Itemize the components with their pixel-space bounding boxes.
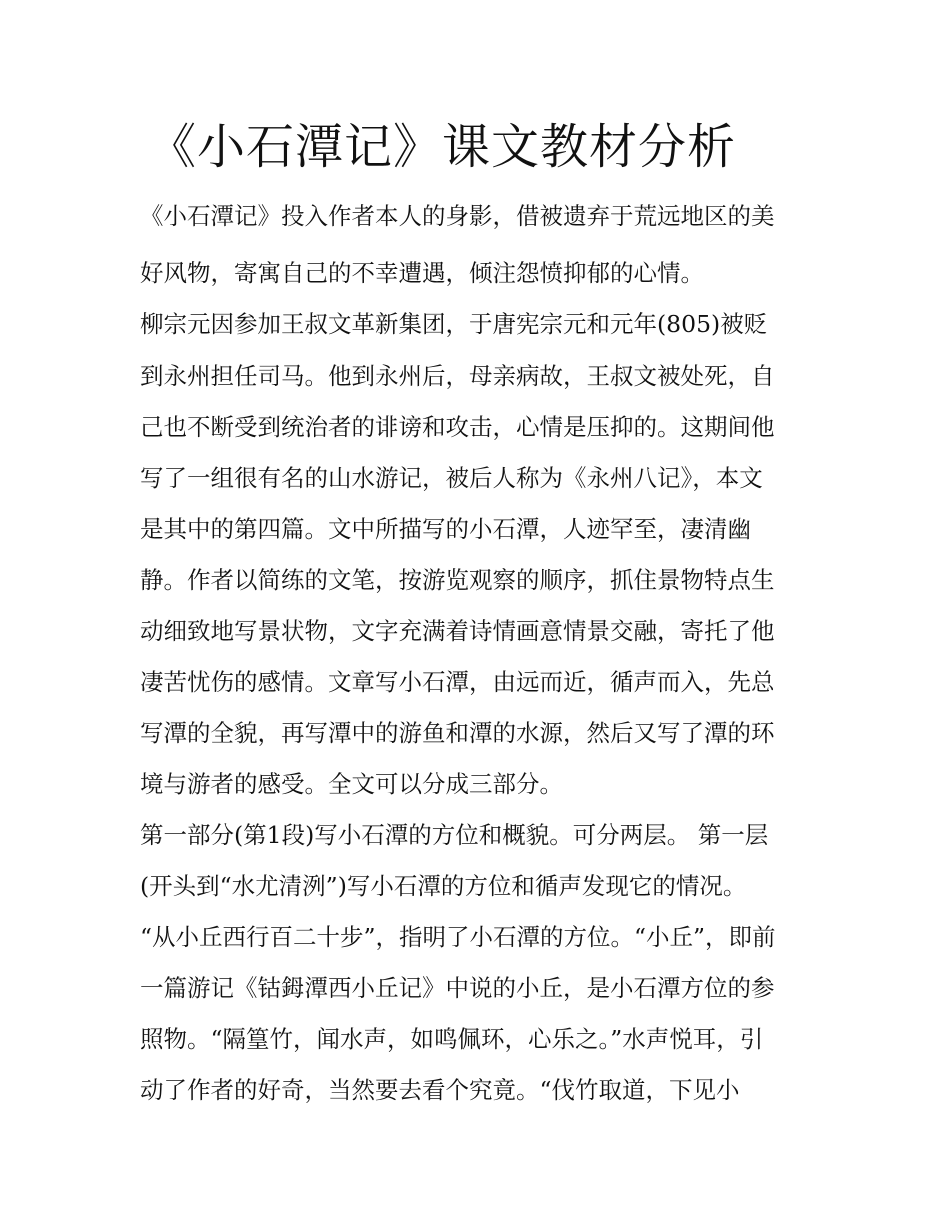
text-line: 静。作者以简练的文笔，按游览观察的顺序，抓住景物特点生 (140, 566, 775, 594)
text-line: 一篇游记《钴鉧潭西小丘记》中说的小丘，是小石潭方位的参 (140, 974, 775, 1002)
text-line: 动细致地写景状物，文字充满着诗情画意情景交融，寄托了他 (140, 617, 775, 645)
text-line: 到永州担任司马。他到永州后，母亲病故，王叔文被处死，自 (140, 362, 775, 390)
text-line: (开头到“水尤清洌”)写小石潭的方位和循声发现它的情况。 (140, 872, 747, 900)
text-line: 第一部分(第1段)写小石潭的方位和概貌。可分两层。 第一层 (140, 821, 769, 849)
text-line: 凄苦忧伤的感情。文章写小石潭，由远而近，循声而入，先总 (140, 668, 775, 696)
text-line: 写潭的全貌，再写潭中的游鱼和潭的水源，然后又写了潭的环 (140, 719, 775, 747)
text-line: 照物。“隔篁竹，闻水声，如鸣佩环，心乐之。”水声悦耳，引 (140, 1025, 764, 1053)
text-line: 好风物，寄寓自己的不幸遭遇，倾注怨愤抑郁的心情。 (140, 259, 704, 287)
text-line: “从小丘西行百二十步”，指明了小石潭的方位。“小丘”，即前 (140, 923, 776, 951)
text-line: 柳宗元因参加王叔文革新集团，于唐宪宗元和元年(805)被贬 (140, 310, 768, 338)
text-line: 《小石潭记》投入作者本人的身影，借被遗弃于荒远地区的美 (140, 202, 775, 230)
document-title: 《小石潭记》课文教材分析 (147, 119, 736, 175)
text-line: 境与游者的感受。全文可以分成三部分。 (140, 770, 563, 798)
text-line: 写了一组很有名的山水游记，被后人称为《永州八记》，本文 (140, 464, 763, 492)
text-line: 己也不断受到统治者的诽谤和攻击，心情是压抑的。这期间他 (140, 413, 775, 441)
text-line: 是其中的第四篇。文中所描写的小石潭，人迹罕至，凄清幽 (140, 515, 751, 543)
text-line: 动了作者的好奇，当然要去看个究竟。“伐竹取道，下见小 (140, 1076, 740, 1104)
